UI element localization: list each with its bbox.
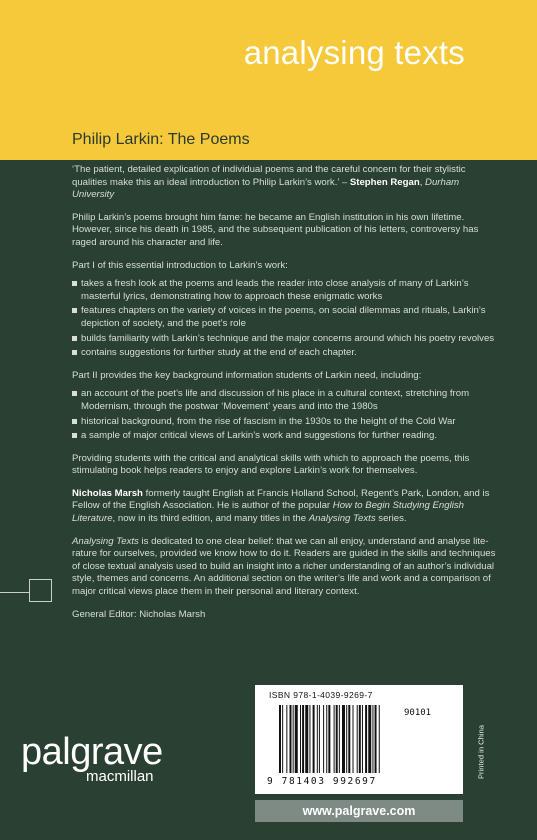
author-book-title: How to Begin Studying English Literature [72,500,464,525]
part2-list [72,388,499,442]
list-item: builds familiarity with Larkin’s technique and the major concerns around which his poetry revolves [72,333,499,346]
isbn-label: ISBN 978-1-4039-9269-7 [269,690,373,700]
summary-paragraph: Providing students with the critical and analytical skills with which to approach the poems, this stimulating book helps readers to enjoy and explore Larkin’s work for themselves. [72,452,470,477]
yellow-header-band [0,0,537,160]
quote-author: Stephen Regan [349,176,420,188]
list-item: a sample of major critical views of Larkin’s work and suggestions for further reading. [72,430,499,443]
author-bio [72,488,499,526]
author-series-title: Analysing Texts [308,513,376,525]
list-item: an account of the poet’s life and discussion of his place in a cultural context, stretching from Modernism, through the postwar ‘Movement’ years and into the 1980s [72,388,499,413]
author-bio-text: , now in its third edition, and many titles in the [112,513,309,525]
publisher-logo-name: palgrave [21,731,163,773]
list-item: features chapters on the variety of voices in the poems, on social dilemmas and rituals, Larkin’s depiction of society, and the poet’s role [72,305,499,330]
part1-list [72,278,499,360]
decorative-rule [0,592,29,593]
author-name: Nicholas Marsh [72,487,143,499]
ean-digits: 9 781403 992697 [267,776,377,787]
general-editor: General Editor: Nicholas Marsh [72,608,206,620]
quote-affiliation: Durham University [72,176,460,201]
series-blurb [72,536,499,599]
review-quote: ‘The patient, detailed explication of individual poems and the careful concern for their stylistic qualities make this an ideal introduction to Philip Larkin’s work.’ – Stephen Regan, Durham University [72,164,466,201]
book-title: Philip Larkin: The Poems [72,131,250,148]
printed-in-text: Printed in China [476,724,486,780]
publisher-url: www.palgrave.com [255,800,463,822]
list-item: contains suggestions for further study at the end of each chapter. [72,347,499,360]
list-item: takes a fresh look at the poems and leads the reader into close analysis of many of Larkin’s masterful lyrics, demonstrating how to approach these enigmatic works [72,278,499,303]
blurb-body [72,164,499,631]
author-bio-text: formerly taught English at Francis Holland School, Regent’s Park, London, and is Fellow of the English Association. He is author of the popular [72,487,490,512]
part1-heading: Part I of this essential introduction to Larkin’s work: [72,259,288,271]
decorative-square-icon [29,579,52,602]
author-bio-text: series. [375,513,407,525]
barcode-panel [255,685,463,794]
series-name: Analysing Texts [72,535,139,547]
price-code: 90101 [404,708,432,718]
list-item: historical background, from the rise of fascism in the 1930s to the height of the Cold War [72,416,499,429]
part2-heading: Part II provides the key background information students of Larkin need, including: [72,369,422,381]
publisher-logo-imprint: macmillan [86,768,154,785]
quote-text: ‘The patient, detailed explication of individual poems and the careful concern for their stylistic qualities make this an ideal introduction to Philip Larkin’s work.’ – [72,164,466,188]
intro-paragraph: Philip Larkin’s poems brought him fame: he became an English institution in his own lifetime. However, since his death in 1985, and the subsequent publication of his letters, controversy has raged around his character and life. [72,211,479,248]
series-blurb-text: is dedicated to one clear belief: that we can all enjoy, understand and analyse literature for ourselves, provided we know how to do it. Readers are guided in the skills and techniques of close textual analysis used to build an insight into a richer understanding of an author’s individual style, themes and concerns. An additional section on the writer’s life and work and a comparison of major critical views place them in their personal and literary context. [72,535,496,598]
printed-in-note [474,709,488,795]
series-title: analysing texts [243,34,465,71]
